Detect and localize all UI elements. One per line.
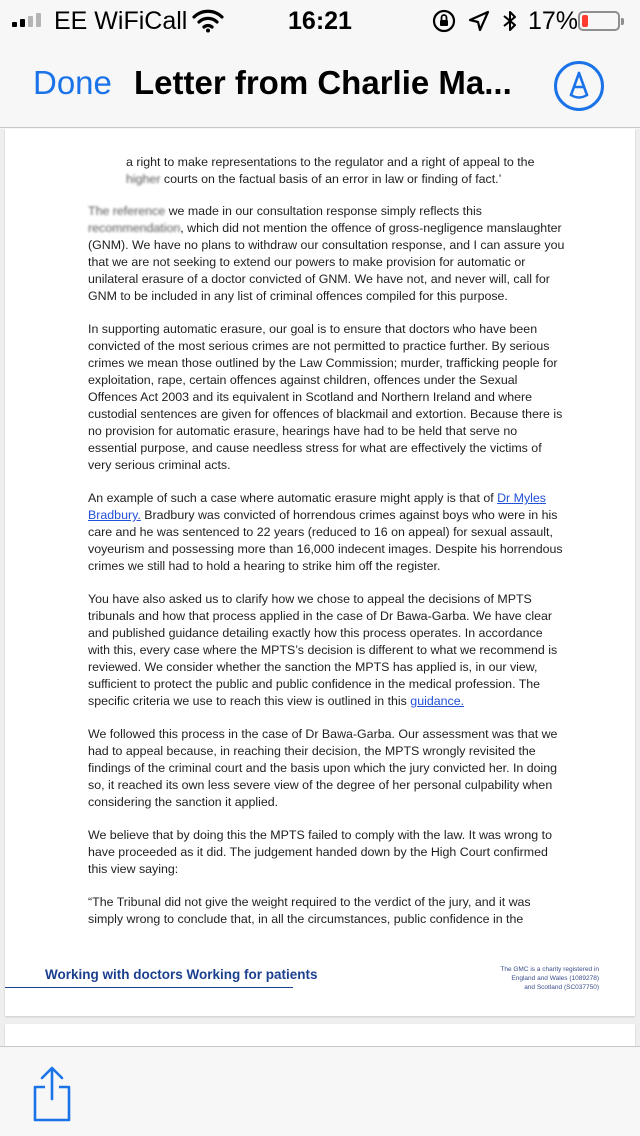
battery-percent: 17% xyxy=(528,7,579,35)
letter-body xyxy=(88,154,566,944)
bottom-toolbar xyxy=(0,1046,640,1136)
battery-icon xyxy=(578,11,620,31)
done-button[interactable]: Done xyxy=(33,64,112,101)
paragraph-appeal-process: You have also asked us to clarify how we chose to appeal the decisions of MPTS tribunals and how that process applied in the case of Dr Bawa-Garba. We have clear and published guidance detailing exactly how this process operates. In accordance with this, every case where the MPTS’s decision is different to what we recommend is reviewed. We consider whether the sanction the MPTS has applied is, in our view, sufficient to protect the public and public confidence in the medical profession. The specific criteria we use to reach this view is outlined in this guidance. xyxy=(88,592,558,708)
document-title: Letter from Charlie Ma... xyxy=(134,64,512,101)
guidance-link[interactable]: guidance. xyxy=(410,694,465,708)
battery-level xyxy=(582,15,588,27)
document-viewer[interactable] xyxy=(0,129,640,1046)
footer-divider xyxy=(5,987,293,988)
location-arrow-icon xyxy=(468,10,490,37)
next-document-page xyxy=(5,1024,635,1046)
share-icon[interactable] xyxy=(30,1065,74,1123)
paragraph-high-court: We believe that by doing this the MPTS failed to comply with the law. It was wrong to have proceeded as it did. The judgement handed down by the High Court confirmed this view saying: xyxy=(88,828,552,876)
document-page xyxy=(5,129,635,1016)
status-bar xyxy=(0,0,640,40)
bluetooth-icon xyxy=(502,9,518,38)
paragraph-automatic-erasure: In supporting automatic erasure, our goal is to ensure that doctors who have been convicted of the most serious crimes are not permitted to practice further. By serious crimes we mean those outlined by the Law Commission; murder, trafficking people for exploitation, rape, certain offences against children, offences under the Sexual Offences Act 2003 and its equivalent in Scotland and Northern Ireland and where custodial sentences are given for offences of blackmail and extortion. Because there is no provision for automatic erasure, hearings have had to be held that serve no essential purpose, and cause needless stress for what are effectively the victims of very serious criminal acts. xyxy=(88,322,563,472)
paragraph-example: An example of such a case where automatic erasure might apply is that of Dr Myles Bradbury. Bradbury was convicted of horrendous crimes against boys who were in his care and he was sentenced to 22 years (reduced to 16 on appeal) for sexual assault, voyeurism and possessing more than 16,000 indecent images. Despite his horrendous crimes we still had to hold a hearing to strike him off the register. xyxy=(88,491,563,573)
clock: 16:21 xyxy=(288,7,352,35)
quote-paragraph: a right to make representations to the regulator and a right of appeal to the higher courts on the factual basis of an error in law or finding of fact.’ xyxy=(126,155,535,186)
charity-notice: The GMC is a charity registered in England and Wales (1089278) and Scotland (SC037750) xyxy=(500,966,599,991)
navigation-bar xyxy=(0,40,640,128)
paragraph-bawa-garba: We followed this process in the case of Dr Bawa-Garba. Our assessment was that we had to appeal because, in reaching their decision, the MPTS wrongly revisited the findings of the criminal court and the basis upon which the jury convicted her. In doing so, it reached its own less severe view of the degree of her personal culpability when considering the sanction it applied. xyxy=(88,727,558,809)
orientation-lock-icon xyxy=(432,9,456,38)
gmc-tagline: Working with doctors Working for patients xyxy=(45,967,318,982)
paragraph-consultation: The reference we made in our consultation response simply reflects this recommendation, which did not mention the offence of gross-negligence manslaughter (GNM). We have no plans to withdraw our consultation response, and I can assure you that we are not seeking to extend our powers to make provision for automatic or unilateral erasure of a doctor convicted of GNM. We have not, and never will, call for GNM to be included in any list of criminal offences compiled for this purpose. xyxy=(88,204,565,303)
markup-pen-icon[interactable] xyxy=(554,61,604,111)
paragraph-quote: “The Tribunal did not give the weight required to the verdict of the jury, and it was simply wrong to conclude that, in all the circumstances, public confidence in the xyxy=(88,895,531,926)
carrier-name: EE WiFiCall xyxy=(54,7,188,35)
bradbury-link[interactable]: Dr Myles Bradbury. xyxy=(88,491,546,522)
